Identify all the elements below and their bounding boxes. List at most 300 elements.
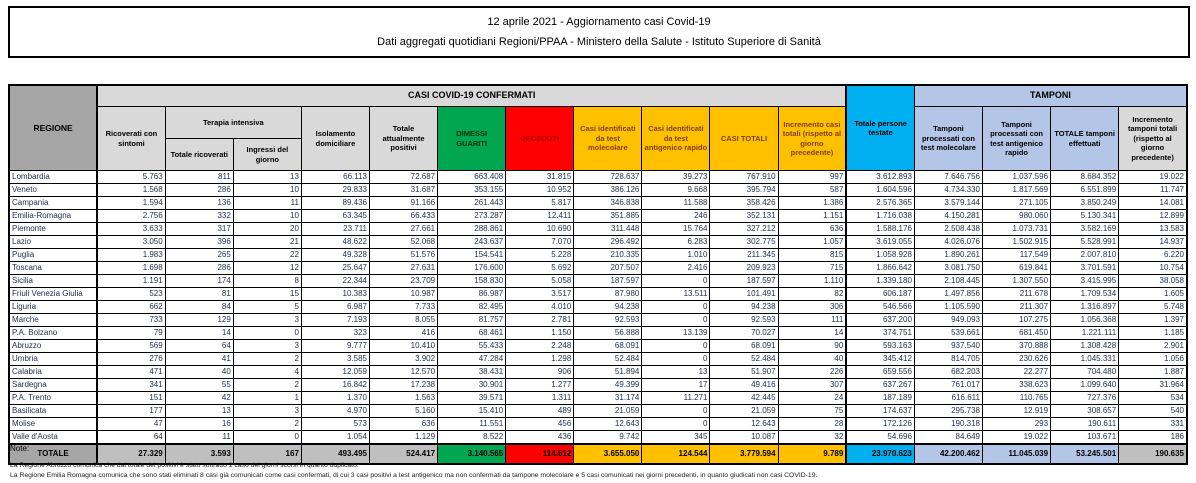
cell-totale-persone-testate: 172.126 [846,418,914,431]
cell-incremento-casi-totali: 815 [778,249,846,262]
cell-casi-test-antigenico: 13 [642,366,710,379]
cell-tamponi-test-antigenico: 12.919 [982,405,1050,418]
region-name: Campania [9,197,97,210]
totale-cell-incremento-tamponi-totali: 190.635 [1119,444,1187,464]
cell-tamponi-test-molecolare: 3.579.144 [914,197,982,210]
cell-totale-attualmente-positivi: 8.055 [370,314,438,327]
cell-terapia-totale-ricoverati: 811 [165,171,233,184]
cell-incremento-casi-totali: 306 [778,301,846,314]
cell-terapia-ingressi-del-giorno: 3 [233,340,301,353]
cell-isolamento-domiciliare: 22.344 [301,275,369,288]
cell-deceduti: 12.411 [506,210,574,223]
totale-cell-casi-test-antigenico: 124.544 [642,444,710,464]
cell-deceduti: 436 [506,431,574,445]
header-group-casi-confermati: CASI COVID-19 CONFERMATI [97,85,846,107]
cell-terapia-ingressi-del-giorno: 12 [233,262,301,275]
header-tamponi-test-molecolare: Tamponi processati con test molecolare [914,107,982,171]
cell-isolamento-domiciliare: 573 [301,418,369,431]
region-name: Liguria [9,301,97,314]
note-line-emilia-romagna: La Regione Emilia Romagna comunica che sono stati eliminati 8 casi già comunicati come casi confermati, di cui 3 casi positivi a test antigenico ma non confermati da tampone molecolare e 5 casi comunicati nei giorni precedenti, in quanto giudicati non casi COVID-19. [10,472,818,480]
cell-totale-attualmente-positivi: 416 [370,327,438,340]
cell-incremento-tamponi-totali: 1.887 [1119,366,1187,379]
cell-terapia-ingressi-del-giorno: 11 [233,197,301,210]
cell-ricoverati-con-sintomi: 79 [97,327,165,340]
cell-casi-totali: 42.445 [710,392,778,405]
cell-totale-tamponi-effettuati: 1.221.111 [1051,327,1119,340]
covid-data-table [8,84,1188,465]
notes-heading: Note: [10,444,30,453]
cell-terapia-totale-ricoverati: 84 [165,301,233,314]
header-totale-attualmente-positivi: Totale attualmente positivi [370,107,438,171]
totale-cell-deceduti: 114.612 [506,444,574,464]
cell-dimessi-guariti: 82.495 [438,301,506,314]
table-row [9,171,1187,184]
header-deceduti: DECEDUTI [506,107,574,171]
table-row [9,431,1187,445]
cell-ricoverati-con-sintomi: 733 [97,314,165,327]
cell-casi-test-antigenico: 39.273 [642,171,710,184]
cell-terapia-totale-ricoverati: 136 [165,197,233,210]
cell-totale-persone-testate: 54.696 [846,431,914,445]
cell-casi-test-molecolare: 207.507 [574,262,642,275]
cell-dimessi-guariti: 68.461 [438,327,506,340]
cell-dimessi-guariti: 55.433 [438,340,506,353]
cell-isolamento-domiciliare: 16.842 [301,379,369,392]
cell-incremento-casi-totali: 14 [778,327,846,340]
cell-totale-attualmente-positivi: 91.166 [370,197,438,210]
header-group-terapia-intensiva: Terapia intensiva [165,107,301,139]
cell-totale-tamponi-effettuati: 5.528.991 [1051,236,1119,249]
cell-terapia-ingressi-del-giorno: 20 [233,223,301,236]
cell-ricoverati-con-sintomi: 523 [97,288,165,301]
title-box [8,6,1190,58]
cell-casi-test-antigenico: 13.511 [642,288,710,301]
cell-terapia-ingressi-del-giorno: 2 [233,418,301,431]
cell-totale-persone-testate: 637.200 [846,314,914,327]
cell-tamponi-test-molecolare: 2.508.438 [914,223,982,236]
cell-casi-totali: 10.087 [710,431,778,445]
cell-totale-tamponi-effettuati: 3.701.591 [1051,262,1119,275]
cell-deceduti: 456 [506,418,574,431]
cell-deceduti: 3.517 [506,288,574,301]
table-row [9,249,1187,262]
cell-ricoverati-con-sintomi: 569 [97,340,165,353]
cell-dimessi-guariti: 11.551 [438,418,506,431]
cell-casi-test-molecolare: 9.742 [574,431,642,445]
table-row [9,418,1187,431]
cell-totale-tamponi-effettuati: 704.480 [1051,366,1119,379]
cell-dimessi-guariti: 30.901 [438,379,506,392]
cell-dimessi-guariti: 261.443 [438,197,506,210]
cell-ricoverati-con-sintomi: 1.698 [97,262,165,275]
cell-casi-totali: 70.027 [710,327,778,340]
header-totale-tamponi-effettuati: TOTALE tamponi effettuati [1051,107,1119,171]
cell-ricoverati-con-sintomi: 3.050 [97,236,165,249]
cell-casi-test-molecolare: 56.888 [574,327,642,340]
cell-casi-test-antigenico: 6.283 [642,236,710,249]
cell-totale-persone-testate: 374.751 [846,327,914,340]
table-row [9,236,1187,249]
totale-cell-casi-totali: 3.779.594 [710,444,778,464]
cell-totale-tamponi-effettuati: 308.657 [1051,405,1119,418]
cell-deceduti: 2.781 [506,314,574,327]
cell-terapia-ingressi-del-giorno: 0 [233,431,301,445]
cell-totale-persone-testate: 1.339.180 [846,275,914,288]
cell-casi-test-antigenico: 0 [642,301,710,314]
cell-casi-totali: 51.907 [710,366,778,379]
cell-casi-totali: 12.643 [710,418,778,431]
cell-ricoverati-con-sintomi: 1.594 [97,197,165,210]
region-name: Piemonte [9,223,97,236]
cell-isolamento-domiciliare: 66.113 [301,171,369,184]
cell-totale-tamponi-effettuati: 3.415.995 [1051,275,1119,288]
cell-dimessi-guariti: 154.541 [438,249,506,262]
table-header [9,85,1187,171]
cell-dimessi-guariti: 39.571 [438,392,506,405]
cell-terapia-totale-ricoverati: 64 [165,340,233,353]
table-row [9,275,1187,288]
cell-totale-persone-testate: 1.604.596 [846,184,914,197]
cell-ricoverati-con-sintomi: 64 [97,431,165,445]
cell-incremento-casi-totali: 307 [778,379,846,392]
cell-deceduti: 489 [506,405,574,418]
cell-incremento-casi-totali: 226 [778,366,846,379]
region-name: Molise [9,418,97,431]
cell-tamponi-test-molecolare: 4.150.281 [914,210,982,223]
cell-tamponi-test-antigenico: 211.307 [982,301,1050,314]
cell-deceduti: 1.277 [506,379,574,392]
cell-tamponi-test-molecolare: 1.890.261 [914,249,982,262]
cell-terapia-ingressi-del-giorno: 15 [233,288,301,301]
cell-tamponi-test-molecolare: 937.540 [914,340,982,353]
note-line-abruzzo: La Regione Abruzzo comunica che dal totale dei positivi è stato sottratto 1 caso dei giorni scorsi in quanto duplicato. [10,462,359,469]
cell-tamponi-test-antigenico: 681.450 [982,327,1050,340]
cell-terapia-ingressi-del-giorno: 5 [233,301,301,314]
cell-terapia-ingressi-del-giorno: 13 [233,171,301,184]
cell-casi-test-molecolare: 21.059 [574,405,642,418]
totale-cell-incremento-casi-totali: 9.789 [778,444,846,464]
cell-totale-attualmente-positivi: 52.068 [370,236,438,249]
header-terapia-ingressi-del-giorno: Ingressi del giorno [233,139,301,171]
cell-totale-persone-testate: 546.566 [846,301,914,314]
cell-casi-totali: 767.910 [710,171,778,184]
cell-casi-test-antigenico: 0 [642,314,710,327]
cell-incremento-casi-totali: 1.151 [778,210,846,223]
cell-casi-totali: 92.593 [710,314,778,327]
cell-ricoverati-con-sintomi: 276 [97,353,165,366]
cell-deceduti: 2.248 [506,340,574,353]
cell-totale-persone-testate: 345.412 [846,353,914,366]
totale-cell-totale-persone-testate: 23.970.623 [846,444,914,464]
cell-casi-totali: 101.491 [710,288,778,301]
cell-casi-test-molecolare: 187.597 [574,275,642,288]
cell-isolamento-domiciliare: 323 [301,327,369,340]
cell-terapia-ingressi-del-giorno: 0 [233,327,301,340]
cell-totale-persone-testate: 3.619.055 [846,236,914,249]
cell-totale-tamponi-effettuati: 1.099.640 [1051,379,1119,392]
cell-incremento-casi-totali: 32 [778,431,846,445]
cell-casi-totali: 187.597 [710,275,778,288]
cell-dimessi-guariti: 158.830 [438,275,506,288]
cell-isolamento-domiciliare: 9.777 [301,340,369,353]
cell-incremento-casi-totali: 24 [778,392,846,405]
totale-cell-isolamento-domiciliare: 493.495 [301,444,369,464]
cell-totale-persone-testate: 174.637 [846,405,914,418]
cell-totale-attualmente-positivi: 636 [370,418,438,431]
cell-isolamento-domiciliare: 10.383 [301,288,369,301]
cell-totale-attualmente-positivi: 7.733 [370,301,438,314]
totale-cell-tamponi-test-molecolare: 42.200.462 [914,444,982,464]
cell-totale-persone-testate: 1.716.038 [846,210,914,223]
cell-casi-test-molecolare: 12.643 [574,418,642,431]
header-tamponi-test-antigenico: Tamponi processati con test antigenico rapido [982,107,1050,171]
cell-isolamento-domiciliare: 1.054 [301,431,369,445]
cell-totale-tamponi-effettuati: 103.671 [1051,431,1119,445]
cell-tamponi-test-antigenico: 271.105 [982,197,1050,210]
cell-totale-attualmente-positivi: 12.570 [370,366,438,379]
region-name: Toscana [9,262,97,275]
totale-cell-casi-test-molecolare: 3.655.050 [574,444,642,464]
cell-totale-tamponi-effettuati: 1.308.428 [1051,340,1119,353]
cell-incremento-tamponi-totali: 1.185 [1119,327,1187,340]
cell-incremento-tamponi-totali: 331 [1119,418,1187,431]
cell-isolamento-domiciliare: 23.711 [301,223,369,236]
cell-incremento-tamponi-totali: 5.748 [1119,301,1187,314]
cell-casi-totali: 352.131 [710,210,778,223]
title-line-1: 12 aprile 2021 - Aggiornamento casi Covid-19 [487,16,711,28]
cell-terapia-ingressi-del-giorno: 22 [233,249,301,262]
cell-isolamento-domiciliare: 3.585 [301,353,369,366]
cell-tamponi-test-molecolare: 616.611 [914,392,982,405]
table-body [9,171,1187,465]
cell-totale-persone-testate: 1.866.642 [846,262,914,275]
cell-totale-attualmente-positivi: 17.238 [370,379,438,392]
cell-tamponi-test-molecolare: 1.497.856 [914,288,982,301]
cell-casi-totali: 327.212 [710,223,778,236]
header-dimessi-guariti: DIMESSI GUARITI [438,107,506,171]
cell-casi-test-molecolare: 346.838 [574,197,642,210]
cell-terapia-ingressi-del-giorno: 21 [233,236,301,249]
cell-totale-attualmente-positivi: 10.410 [370,340,438,353]
cell-totale-tamponi-effettuati: 1.045.331 [1051,353,1119,366]
cell-tamponi-test-antigenico: 1.307.550 [982,275,1050,288]
cell-casi-test-antigenico: 17 [642,379,710,392]
cell-incremento-casi-totali: 1.386 [778,197,846,210]
cell-casi-test-molecolare: 68.091 [574,340,642,353]
cell-tamponi-test-antigenico: 293 [982,418,1050,431]
cell-deceduti: 10.690 [506,223,574,236]
cell-casi-test-antigenico: 0 [642,353,710,366]
cell-casi-test-molecolare: 728.637 [574,171,642,184]
cell-terapia-totale-ricoverati: 42 [165,392,233,405]
cell-ricoverati-con-sintomi: 2.756 [97,210,165,223]
cell-tamponi-test-antigenico: 22.277 [982,366,1050,379]
cell-casi-test-molecolare: 49.399 [574,379,642,392]
cell-ricoverati-con-sintomi: 177 [97,405,165,418]
cell-incremento-tamponi-totali: 13.583 [1119,223,1187,236]
cell-totale-attualmente-positivi: 72.687 [370,171,438,184]
cell-tamponi-test-antigenico: 107.275 [982,314,1050,327]
cell-incremento-tamponi-totali: 540 [1119,405,1187,418]
cell-tamponi-test-molecolare: 761.017 [914,379,982,392]
cell-deceduti: 10.952 [506,184,574,197]
cell-tamponi-test-molecolare: 84.649 [914,431,982,445]
table-row [9,405,1187,418]
table-row [9,210,1187,223]
cell-casi-test-antigenico: 0 [642,418,710,431]
cell-incremento-tamponi-totali: 1.397 [1119,314,1187,327]
cell-casi-test-molecolare: 87.980 [574,288,642,301]
cell-totale-attualmente-positivi: 51.576 [370,249,438,262]
cell-terapia-totale-ricoverati: 14 [165,327,233,340]
region-name: Sardegna [9,379,97,392]
region-name: Valle d'Aosta [9,431,97,445]
header-regione: REGIONE [9,85,97,171]
region-name: Basilicata [9,405,97,418]
cell-terapia-ingressi-del-giorno: 1 [233,392,301,405]
cell-tamponi-test-molecolare: 4.026.076 [914,236,982,249]
cell-incremento-tamponi-totali: 38.058 [1119,275,1187,288]
cell-incremento-tamponi-totali: 534 [1119,392,1187,405]
cell-casi-test-antigenico: 246 [642,210,710,223]
region-name: Puglia [9,249,97,262]
cell-terapia-totale-ricoverati: 41 [165,353,233,366]
table-row [9,366,1187,379]
cell-incremento-casi-totali: 715 [778,262,846,275]
cell-tamponi-test-molecolare: 7.646.756 [914,171,982,184]
cell-terapia-totale-ricoverati: 13 [165,405,233,418]
cell-incremento-casi-totali: 997 [778,171,846,184]
region-name: Calabria [9,366,97,379]
header-casi-totali: CASI TOTALI [710,107,778,171]
cell-terapia-ingressi-del-giorno: 2 [233,379,301,392]
cell-terapia-totale-ricoverati: 286 [165,262,233,275]
cell-ricoverati-con-sintomi: 151 [97,392,165,405]
cell-terapia-ingressi-del-giorno: 2 [233,353,301,366]
totale-cell-ricoverati-con-sintomi: 27.329 [97,444,165,464]
cell-ricoverati-con-sintomi: 3.633 [97,223,165,236]
cell-totale-tamponi-effettuati: 727.376 [1051,392,1119,405]
cell-tamponi-test-antigenico: 230.626 [982,353,1050,366]
cell-terapia-totale-ricoverati: 11 [165,431,233,445]
table-row [9,223,1187,236]
cell-casi-totali: 302.775 [710,236,778,249]
cell-terapia-ingressi-del-giorno: 10 [233,210,301,223]
cell-dimessi-guariti: 288.861 [438,223,506,236]
cell-tamponi-test-antigenico: 211.678 [982,288,1050,301]
cell-tamponi-test-molecolare: 682.203 [914,366,982,379]
title-line-2: Dati aggregati quotidiani Regioni/PPAA - Ministero della Salute - Istituto Superiore di Sanità [377,36,821,48]
cell-tamponi-test-molecolare: 814.705 [914,353,982,366]
cell-isolamento-domiciliare: 63.345 [301,210,369,223]
cell-casi-totali: 209.923 [710,262,778,275]
cell-incremento-casi-totali: 28 [778,418,846,431]
cell-terapia-totale-ricoverati: 396 [165,236,233,249]
cell-deceduti: 1.298 [506,353,574,366]
cell-casi-totali: 49.416 [710,379,778,392]
cell-totale-attualmente-positivi: 5.160 [370,405,438,418]
region-name: P.A. Bolzano [9,327,97,340]
region-name: Lazio [9,236,97,249]
cell-incremento-tamponi-totali: 31.964 [1119,379,1187,392]
cell-ricoverati-con-sintomi: 47 [97,418,165,431]
cell-deceduti: 906 [506,366,574,379]
cell-incremento-tamponi-totali: 19.022 [1119,171,1187,184]
cell-incremento-tamponi-totali: 186 [1119,431,1187,445]
table-row [9,314,1187,327]
cell-incremento-casi-totali: 1.110 [778,275,846,288]
cell-incremento-casi-totali: 82 [778,288,846,301]
cell-casi-test-molecolare: 351.885 [574,210,642,223]
cell-totale-attualmente-positivi: 1.563 [370,392,438,405]
totale-cell-dimessi-guariti: 3.140.565 [438,444,506,464]
cell-deceduti: 5.692 [506,262,574,275]
header-casi-test-molecolare: Casi identificati da test molecolare [574,107,642,171]
cell-deceduti: 4.010 [506,301,574,314]
cell-incremento-casi-totali: 636 [778,223,846,236]
cell-totale-attualmente-positivi: 3.902 [370,353,438,366]
region-name: Friuli Venezia Giulia [9,288,97,301]
region-name: Umbria [9,353,97,366]
cell-isolamento-domiciliare: 89.436 [301,197,369,210]
cell-totale-persone-testate: 187.189 [846,392,914,405]
cell-incremento-casi-totali: 75 [778,405,846,418]
cell-casi-totali: 52.484 [710,353,778,366]
cell-totale-attualmente-positivi: 27.661 [370,223,438,236]
cell-casi-test-molecolare: 94.238 [574,301,642,314]
cell-terapia-ingressi-del-giorno: 8 [233,275,301,288]
cell-tamponi-test-molecolare: 539.661 [914,327,982,340]
cell-casi-test-antigenico: 2.416 [642,262,710,275]
header-incremento-tamponi-totali: Incremento tamponi totali (rispetto al giorno precedente) [1119,107,1187,171]
cell-deceduti: 5.228 [506,249,574,262]
cell-incremento-casi-totali: 1.057 [778,236,846,249]
cell-incremento-tamponi-totali: 6.220 [1119,249,1187,262]
cell-terapia-totale-ricoverati: 55 [165,379,233,392]
cell-totale-attualmente-positivi: 66.433 [370,210,438,223]
header-terapia-totale-ricoverati: Totale ricoverati [165,139,233,171]
cell-isolamento-domiciliare: 1.370 [301,392,369,405]
cell-ricoverati-con-sintomi: 1.983 [97,249,165,262]
cell-casi-test-antigenico: 13.139 [642,327,710,340]
cell-tamponi-test-antigenico: 1.037.596 [982,171,1050,184]
cell-casi-test-molecolare: 31.174 [574,392,642,405]
cell-isolamento-domiciliare: 4.970 [301,405,369,418]
cell-tamponi-test-molecolare: 1.105.590 [914,301,982,314]
cell-dimessi-guariti: 38.431 [438,366,506,379]
totale-cell-totale-tamponi-effettuati: 53.245.501 [1051,444,1119,464]
cell-tamponi-test-antigenico: 619.841 [982,262,1050,275]
cell-casi-test-molecolare: 311.448 [574,223,642,236]
table-row [9,288,1187,301]
cell-casi-test-antigenico: 0 [642,405,710,418]
header-casi-test-antigenico: Casi identificati da test antigenico rapido [642,107,710,171]
cell-casi-test-molecolare: 51.894 [574,366,642,379]
totale-label: TOTALE [9,444,97,464]
cell-totale-persone-testate: 637.267 [846,379,914,392]
cell-dimessi-guariti: 176.600 [438,262,506,275]
cell-deceduti: 5.817 [506,197,574,210]
cell-incremento-tamponi-totali: 1.605 [1119,288,1187,301]
cell-terapia-ingressi-del-giorno: 10 [233,184,301,197]
region-name: Sicilia [9,275,97,288]
cell-totale-attualmente-positivi: 31.687 [370,184,438,197]
cell-tamponi-test-molecolare: 4.734.330 [914,184,982,197]
header-isolamento-domiciliare: Isolamento domiciliare [301,107,369,171]
cell-totale-tamponi-effettuati: 1.709.534 [1051,288,1119,301]
cell-terapia-ingressi-del-giorno: 4 [233,366,301,379]
table-row [9,197,1187,210]
